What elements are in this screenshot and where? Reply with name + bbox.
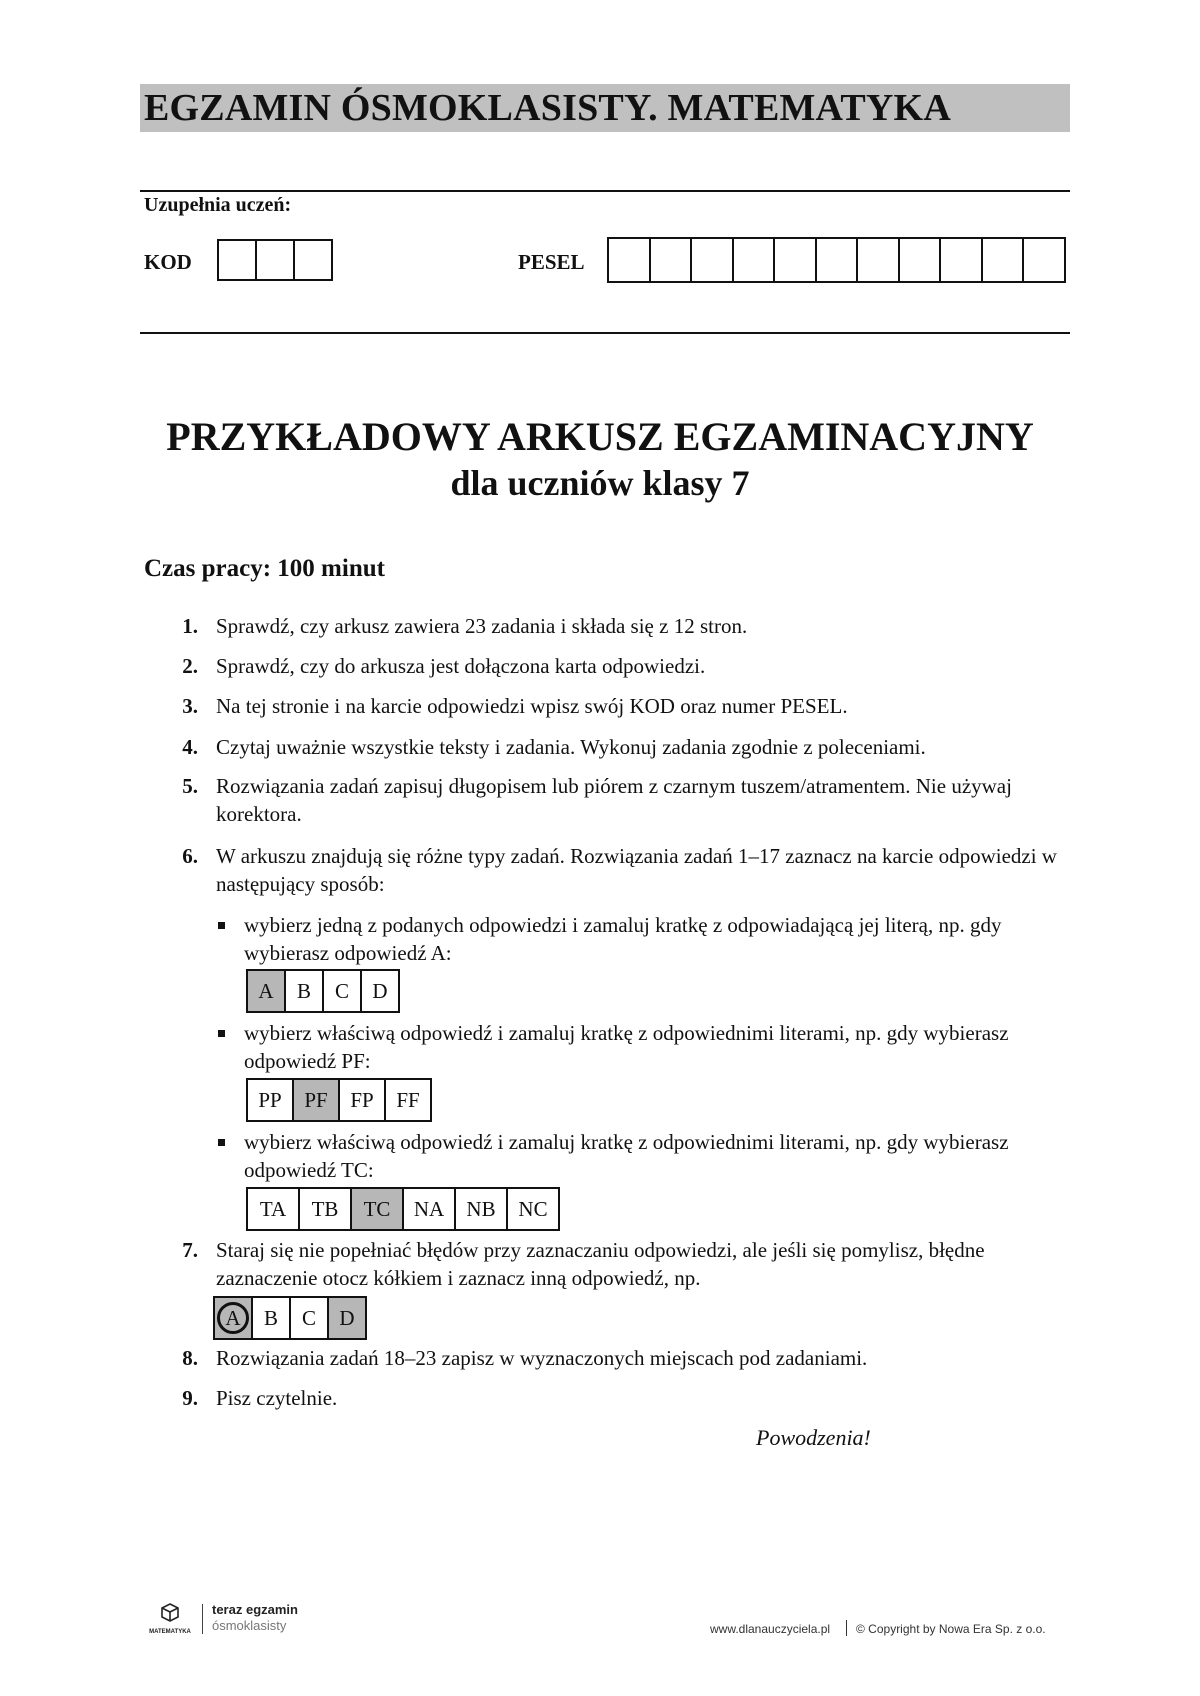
answer-example-abcd [248, 969, 400, 1013]
exam-title: EGZAMIN ÓSMOKLASISTY. MATEMATYKA [144, 87, 951, 129]
divider-bottom [140, 332, 1070, 334]
footer-brand-line2: ósmoklasisty [212, 1618, 287, 1633]
pesel-digit-box[interactable] [898, 237, 942, 283]
footer-separator [202, 1604, 203, 1634]
instruction-text: Sprawdź, czy do arkusza jest dołączona karta odpowiedzi. [216, 654, 706, 678]
instruction-number: 7. [182, 1238, 198, 1262]
answer-example-pf [248, 1078, 432, 1122]
footer-copyright: © Copyright by Nowa Era Sp. z o.o. [856, 1622, 1046, 1636]
answer-cell: PF [292, 1078, 340, 1122]
answer-cell [213, 1296, 253, 1340]
bullet-icon [218, 1139, 225, 1146]
bullet-icon [218, 922, 225, 929]
answer-example-tc [248, 1187, 560, 1231]
bullet-icon [218, 1030, 225, 1037]
time-label: Czas pracy: 100 minut [144, 555, 385, 582]
answer-cell: TA [246, 1187, 300, 1231]
instruction-number: 4. [182, 735, 198, 759]
instruction-text: Pisz czytelnie. [216, 1386, 338, 1410]
divider-top [140, 190, 1070, 192]
pesel-digit-box[interactable] [607, 237, 651, 283]
pesel-digit-box[interactable] [690, 237, 734, 283]
sub-title: dla uczniów klasy 7 [450, 463, 750, 503]
answer-cell: D [360, 969, 400, 1013]
logo-text: MATEMATYKA [149, 1629, 191, 1635]
answer-cell: A [246, 969, 286, 1013]
instruction-number: 8. [182, 1346, 198, 1370]
kod-digit-box[interactable] [255, 239, 295, 281]
pesel-boxes[interactable] [609, 237, 1066, 283]
instruction-text: Rozwiązania zadań zapisuj długopisem lub piórem z czarnym tuszem/atramentem. Nie używaj korektora. [216, 774, 1012, 826]
main-title: PRZYKŁADOWY ARKUSZ EGZAMINACYJNY [166, 414, 1034, 459]
answer-cell: B [284, 969, 324, 1013]
pesel-digit-box[interactable] [1022, 237, 1066, 283]
answer-cell: NC [506, 1187, 560, 1231]
footer-separator-2 [846, 1620, 847, 1636]
instruction-text: Na tej stronie i na karcie odpowiedzi wpisz swój KOD oraz numer PESEL. [216, 694, 848, 718]
answer-cell: FP [338, 1078, 386, 1122]
matematyka-logo [144, 1602, 196, 1636]
footer-url[interactable]: www.dlanauczyciela.pl [710, 1622, 831, 1636]
answer-cell-label: A [217, 1302, 249, 1334]
pesel-digit-box[interactable] [649, 237, 693, 283]
answer-cell: NB [454, 1187, 508, 1231]
answer-cell: FF [384, 1078, 432, 1122]
pesel-label: PESEL [518, 250, 585, 274]
kod-digit-box[interactable] [217, 239, 257, 281]
kod-boxes[interactable] [219, 239, 333, 281]
instruction-text: Czytaj uważnie wszystkie teksty i zadania. Wykonuj zadania zgodnie z poleceniami. [216, 735, 926, 759]
instruction-number: 9. [182, 1386, 198, 1410]
instruction-number: 1. [182, 614, 198, 638]
instruction-text: W arkuszu znajdują się różne typy zadań. Rozwiązania zadań 1–17 zaznacz na karcie odpowiedzi w następujący sposób: [216, 844, 1057, 896]
instruction-number: 5. [182, 774, 198, 798]
answer-cell: PP [246, 1078, 294, 1122]
instruction-text: Rozwiązania zadań 18–23 zapisz w wyznaczonych miejscach pod zadaniami. [216, 1346, 868, 1370]
answer-cell: NA [402, 1187, 456, 1231]
closing-text: Powodzenia! [756, 1425, 871, 1450]
pesel-digit-box[interactable] [856, 237, 900, 283]
answer-correction-example [215, 1296, 367, 1340]
pesel-digit-box[interactable] [732, 237, 776, 283]
instruction-text: Staraj się nie popełniać błędów przy zaznaczaniu odpowiedzi, ale jeśli się pomylisz, błędne zaznaczenie otocz kółkiem i zaznacz inną odpowiedź, np. [216, 1238, 985, 1290]
instruction-number: 3. [182, 694, 198, 718]
instruction-text: Sprawdź, czy arkusz zawiera 23 zadania i składa się z 12 stron. [216, 614, 748, 638]
bullet-text: wybierz właściwą odpowiedź i zamaluj kratkę z odpowiednimi literami, np. gdy wybierasz odpowiedź PF: [244, 1021, 1009, 1073]
answer-cell: C [322, 969, 362, 1013]
footer-brand-line1: teraz egzamin [212, 1602, 298, 1617]
answer-cell: D [327, 1296, 367, 1340]
bullet-text: wybierz jedną z podanych odpowiedzi i zamaluj kratkę z odpowiadającą jej literą, np. gdy wybierasz odpowiedź A: [244, 913, 1002, 965]
pesel-digit-box[interactable] [939, 237, 983, 283]
kod-digit-box[interactable] [293, 239, 333, 281]
student-fill-label: Uzupełnia uczeń: [144, 194, 292, 216]
answer-cell: C [289, 1296, 329, 1340]
answer-cell: TB [298, 1187, 352, 1231]
kod-label: KOD [144, 250, 192, 274]
pesel-digit-box[interactable] [981, 237, 1025, 283]
pesel-digit-box[interactable] [815, 237, 859, 283]
bullet-text: wybierz właściwą odpowiedź i zamaluj kratkę z odpowiednimi literami, np. gdy wybierasz odpowiedź TC: [244, 1130, 1009, 1182]
instruction-number: 6. [182, 844, 198, 868]
cube-icon [144, 1602, 196, 1636]
answer-cell: TC [350, 1187, 404, 1231]
instruction-number: 2. [182, 654, 198, 678]
answer-cell: B [251, 1296, 291, 1340]
pesel-digit-box[interactable] [773, 237, 817, 283]
